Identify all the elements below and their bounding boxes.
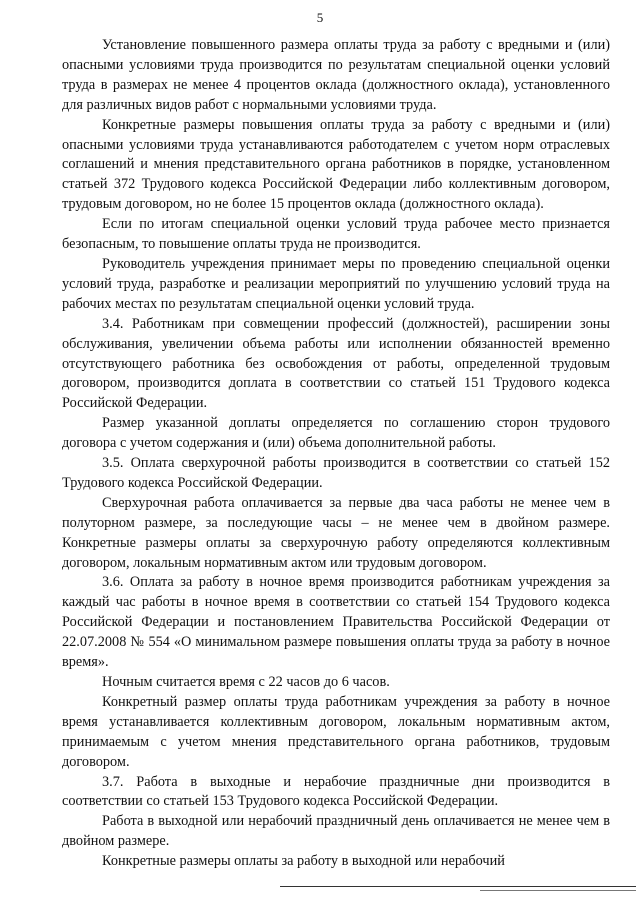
- paragraph: Если по итогам специальной оценки условий труда рабочее место признается безопасным, то повышение оплаты труда не производится.: [62, 216, 610, 253]
- page-number: 5: [316, 10, 324, 25]
- paragraph: Размер указанной доплаты определяется по соглашению сторон трудового договора с учетом содержания и (или) объема дополнительной работы.: [62, 415, 610, 452]
- document-body: [62, 36, 610, 872]
- paragraph: Ночным считается время с 22 часов до 6 часов.: [102, 674, 390, 690]
- paragraph: Сверхурочная работа оплачивается за первые два часа работы не менее чем в полуторном размере, за последующие часы – не менее чем в двойном размере. Конкретные размеры оплаты за сверхурочную работу определяются коллективным договором, локальным нормативным актом или трудовым договором.: [62, 494, 610, 571]
- paragraph: Руководитель учреждения принимает меры по проведению специальной оценки условий труда, разработке и реализации мероприятий по улучшению условий труда на рабочих местах по результатам специальной оценки условий труда.: [62, 255, 610, 312]
- paragraph: Конкретный размер оплаты труда работникам учреждения за работу в ночное время устанавливается коллективным договором, локальным нормативным актом, принимаемым с учетом мнения представительного органа работников, трудовым договором.: [62, 693, 610, 770]
- paragraph: Конкретные размеры повышения оплаты труда за работу с вредными и (или) опасными условиями труда устанавливаются работодателем с учетом норм отраслевых соглашений и мнения представительного органа работников в порядке, установленном статьей 372 Трудового кодекса Российской Федерации либо коллективным договором, трудовым договором, но не более 15 процентов оклада (должностного оклада).: [62, 116, 610, 213]
- paragraph: Установление повышенного размера оплаты труда за работу с вредными и (или) опасными условиями труда производится по результатам специальной оценки условий труда в размерах не менее 4 процентов оклада (должностного оклада), установленного для различных видов работ с нормальными условиями труда.: [62, 37, 610, 113]
- paragraph: Работа в выходной или нерабочий праздничный день оплачивается не менее чем в двойном размере.: [62, 813, 610, 850]
- paragraph: 3.7. Работа в выходные и нерабочие праздничные дни производится в соответствии со статьей 153 Трудового кодекса Российской Федерации.: [62, 773, 610, 810]
- paragraph: Конкретные размеры оплаты за работу в выходной или нерабочий: [102, 853, 505, 870]
- footer-rule: [280, 886, 636, 887]
- paragraph: 3.5. Оплата сверхурочной работы производится в соответствии со статьей 152 Трудового кодекса Российской Федерации.: [62, 455, 610, 491]
- paragraph: 3.4. Работникам при совмещении профессий (должностей), расширении зоны обслуживания, увеличении объема работы или исполнении обязанностей временно отсутствующего работника без освобождения от работы, определенной трудовым договором, производится доплата в соответствии со статьей 151 Трудового кодекса Российской Федерации.: [62, 315, 610, 412]
- footer-rule-secondary: [480, 890, 636, 891]
- paragraph: 3.6. Оплата за работу в ночное время производится работникам учреждения за каждый час работы в ночное время в соответствии со статьей 154 Трудового кодекса Российской Федерации и постановлением Правительства Российской Федерации от 22.07.2008 № 554 «О минимальном размере повышения оплаты труда за работу в ночное время».: [62, 574, 610, 671]
